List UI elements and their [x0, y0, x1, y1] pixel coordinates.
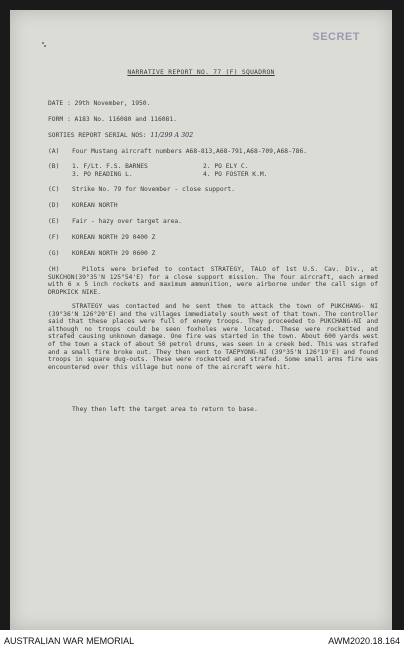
paragraph-attack: STRATEGY was contacted and he sent them to attack the town of PUKCHANG- NI (39°36'N 126°20'E) and the villages immediately south west of that town. The controller said that these places were full of enemy troops. They proceeded to PUKCHANG-NI and although no troops could be seen foxholes were located. These were rocketted and strafed causing unknown damage. One fire was started in the town. About 600 yards west of the town a stack of about 50 petrol drums, was seen in a creek bed. This was strafed and a small fire broke out. They then went to TAEPYONG-NI (39°35'N 126°19'E) and found troops in square dug-outs. These were rocketted and strafed. Some small arms fire was encountered over this village but none of the aircraft were hit. — [48, 303, 378, 371]
security-stamp: SECRET — [312, 31, 360, 43]
sortie-line — [48, 132, 193, 140]
archive-footer — [0, 630, 404, 653]
report-title: NARRATIVE REPORT NO. 77 (F) SQUADRON — [127, 69, 275, 76]
item-a-label: (A) — [48, 148, 60, 155]
archive-name: AUSTRALIAN WAR MEMORIAL — [4, 636, 135, 646]
paragraph-briefing: Pilots were briefed to contact STRATEGY, TALO of 1st U.S. Cav. Div., at SUKCHON(39°35'N 125°54'E) for a close support mission. The four aircraft, each armed with 6 x 5 inch rockets and maximum ammunition, were airborne under the call sign of DROPKICK NIKE. — [48, 266, 378, 296]
item-g-label: (G) — [48, 250, 60, 257]
item-c-text: Strike No. 79 for November - close support. — [72, 186, 236, 193]
paragraph-return: They then left the target area to return to base. — [72, 406, 258, 413]
item-b-label: (B) — [48, 163, 60, 170]
punch-mark — [42, 42, 44, 44]
punch-mark — [44, 45, 46, 47]
item-c-label: (C) — [48, 186, 60, 193]
pilot-3: 3. PO READING L. — [72, 171, 133, 178]
archive-reference: AWM2020.18.164 — [328, 636, 400, 646]
item-g-text: KOREAN NORTH 29 0600 Z — [72, 250, 156, 257]
item-e-text: Fair - hazy over target area. — [72, 218, 182, 225]
date-line: DATE : 29th November, 1950. — [48, 100, 151, 107]
item-a-text: Four Mustang aircraft numbers A68-813,A68-791,A68-709,A68-786. — [72, 148, 308, 155]
sortie-handwritten-serials: 11/299 A 302 — [150, 132, 194, 139]
form-line: FORM : A183 No. 116080 and 116081. — [48, 116, 177, 123]
pilot-1: 1. F/Lt. F.S. BARNES — [72, 163, 148, 170]
document-page — [10, 10, 392, 630]
sortie-label: SORTIES REPORT SERIAL NOS: — [48, 132, 147, 139]
pilot-4: 4. PO FOSTER K.M. — [203, 171, 268, 178]
item-e-label: (E) — [48, 218, 60, 225]
item-f-text: KOREAN NORTH 29 0400 Z — [72, 234, 156, 241]
item-d-text: KOREAN NORTH — [72, 202, 118, 209]
item-d-label: (D) — [48, 202, 60, 209]
item-h-label: (H) — [48, 266, 60, 273]
pilot-2: 2. PO ELY C. — [203, 163, 249, 170]
item-f-label: (F) — [48, 234, 60, 241]
